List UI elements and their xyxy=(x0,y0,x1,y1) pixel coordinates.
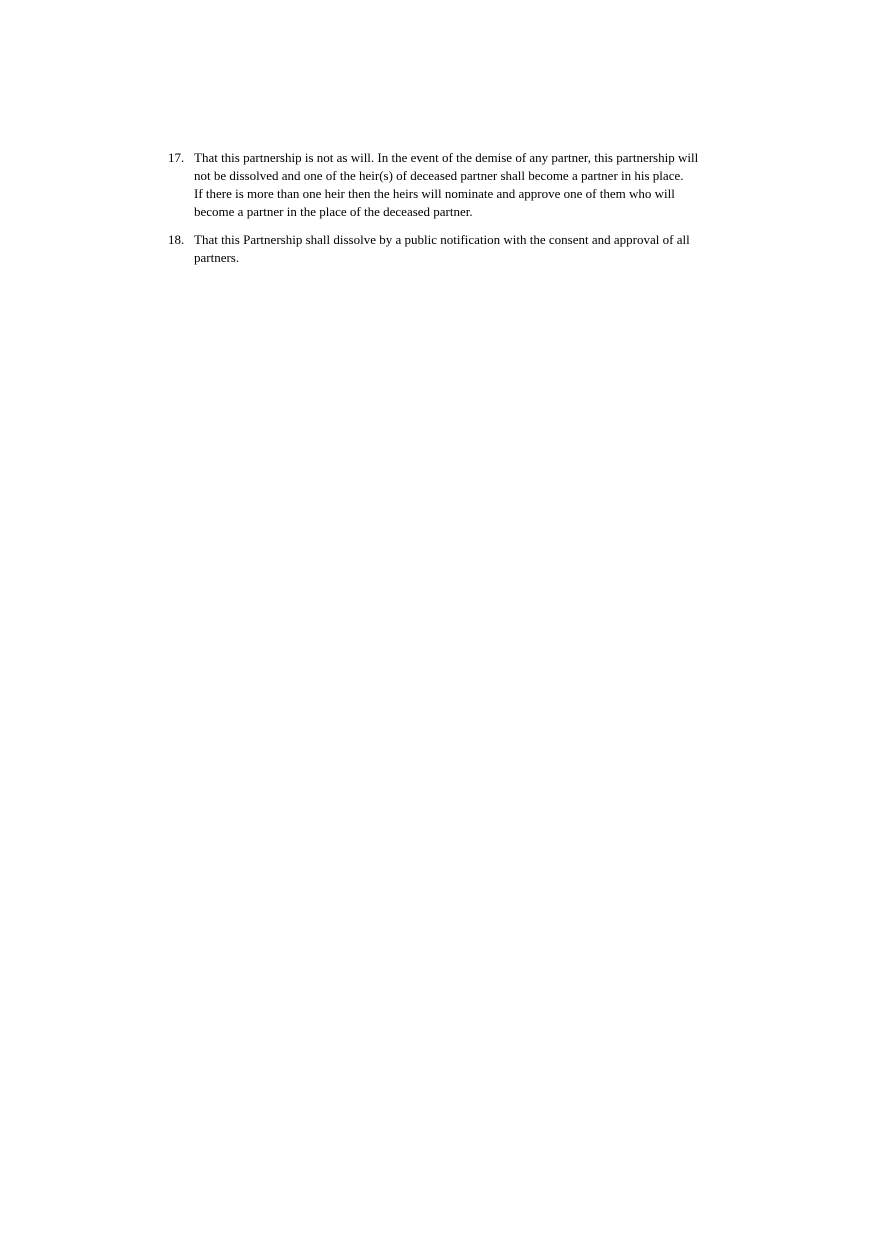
clause-17 xyxy=(168,149,738,221)
clause-number: 17. xyxy=(168,150,185,165)
clause-text-line: If there is more than one heir then the heirs will nominate and approve one of them who will xyxy=(194,186,675,201)
clause-number: 18. xyxy=(168,232,185,247)
clause-text-line: partners. xyxy=(194,250,240,265)
clause-text-line: become a partner in the place of the deceased partner. xyxy=(194,204,473,219)
clause-list xyxy=(168,149,738,277)
clause-text-line: That this partnership is not as will. In the event of the demise of any partner, this partnership will xyxy=(194,150,699,165)
clause-18 xyxy=(168,231,738,267)
clause-text-line: not be dissolved and one of the heir(s) of deceased partner shall become a partner in his place. xyxy=(194,168,684,183)
clause-text-line: That this Partnership shall dissolve by a public notification with the consent and approval of all xyxy=(194,232,690,247)
